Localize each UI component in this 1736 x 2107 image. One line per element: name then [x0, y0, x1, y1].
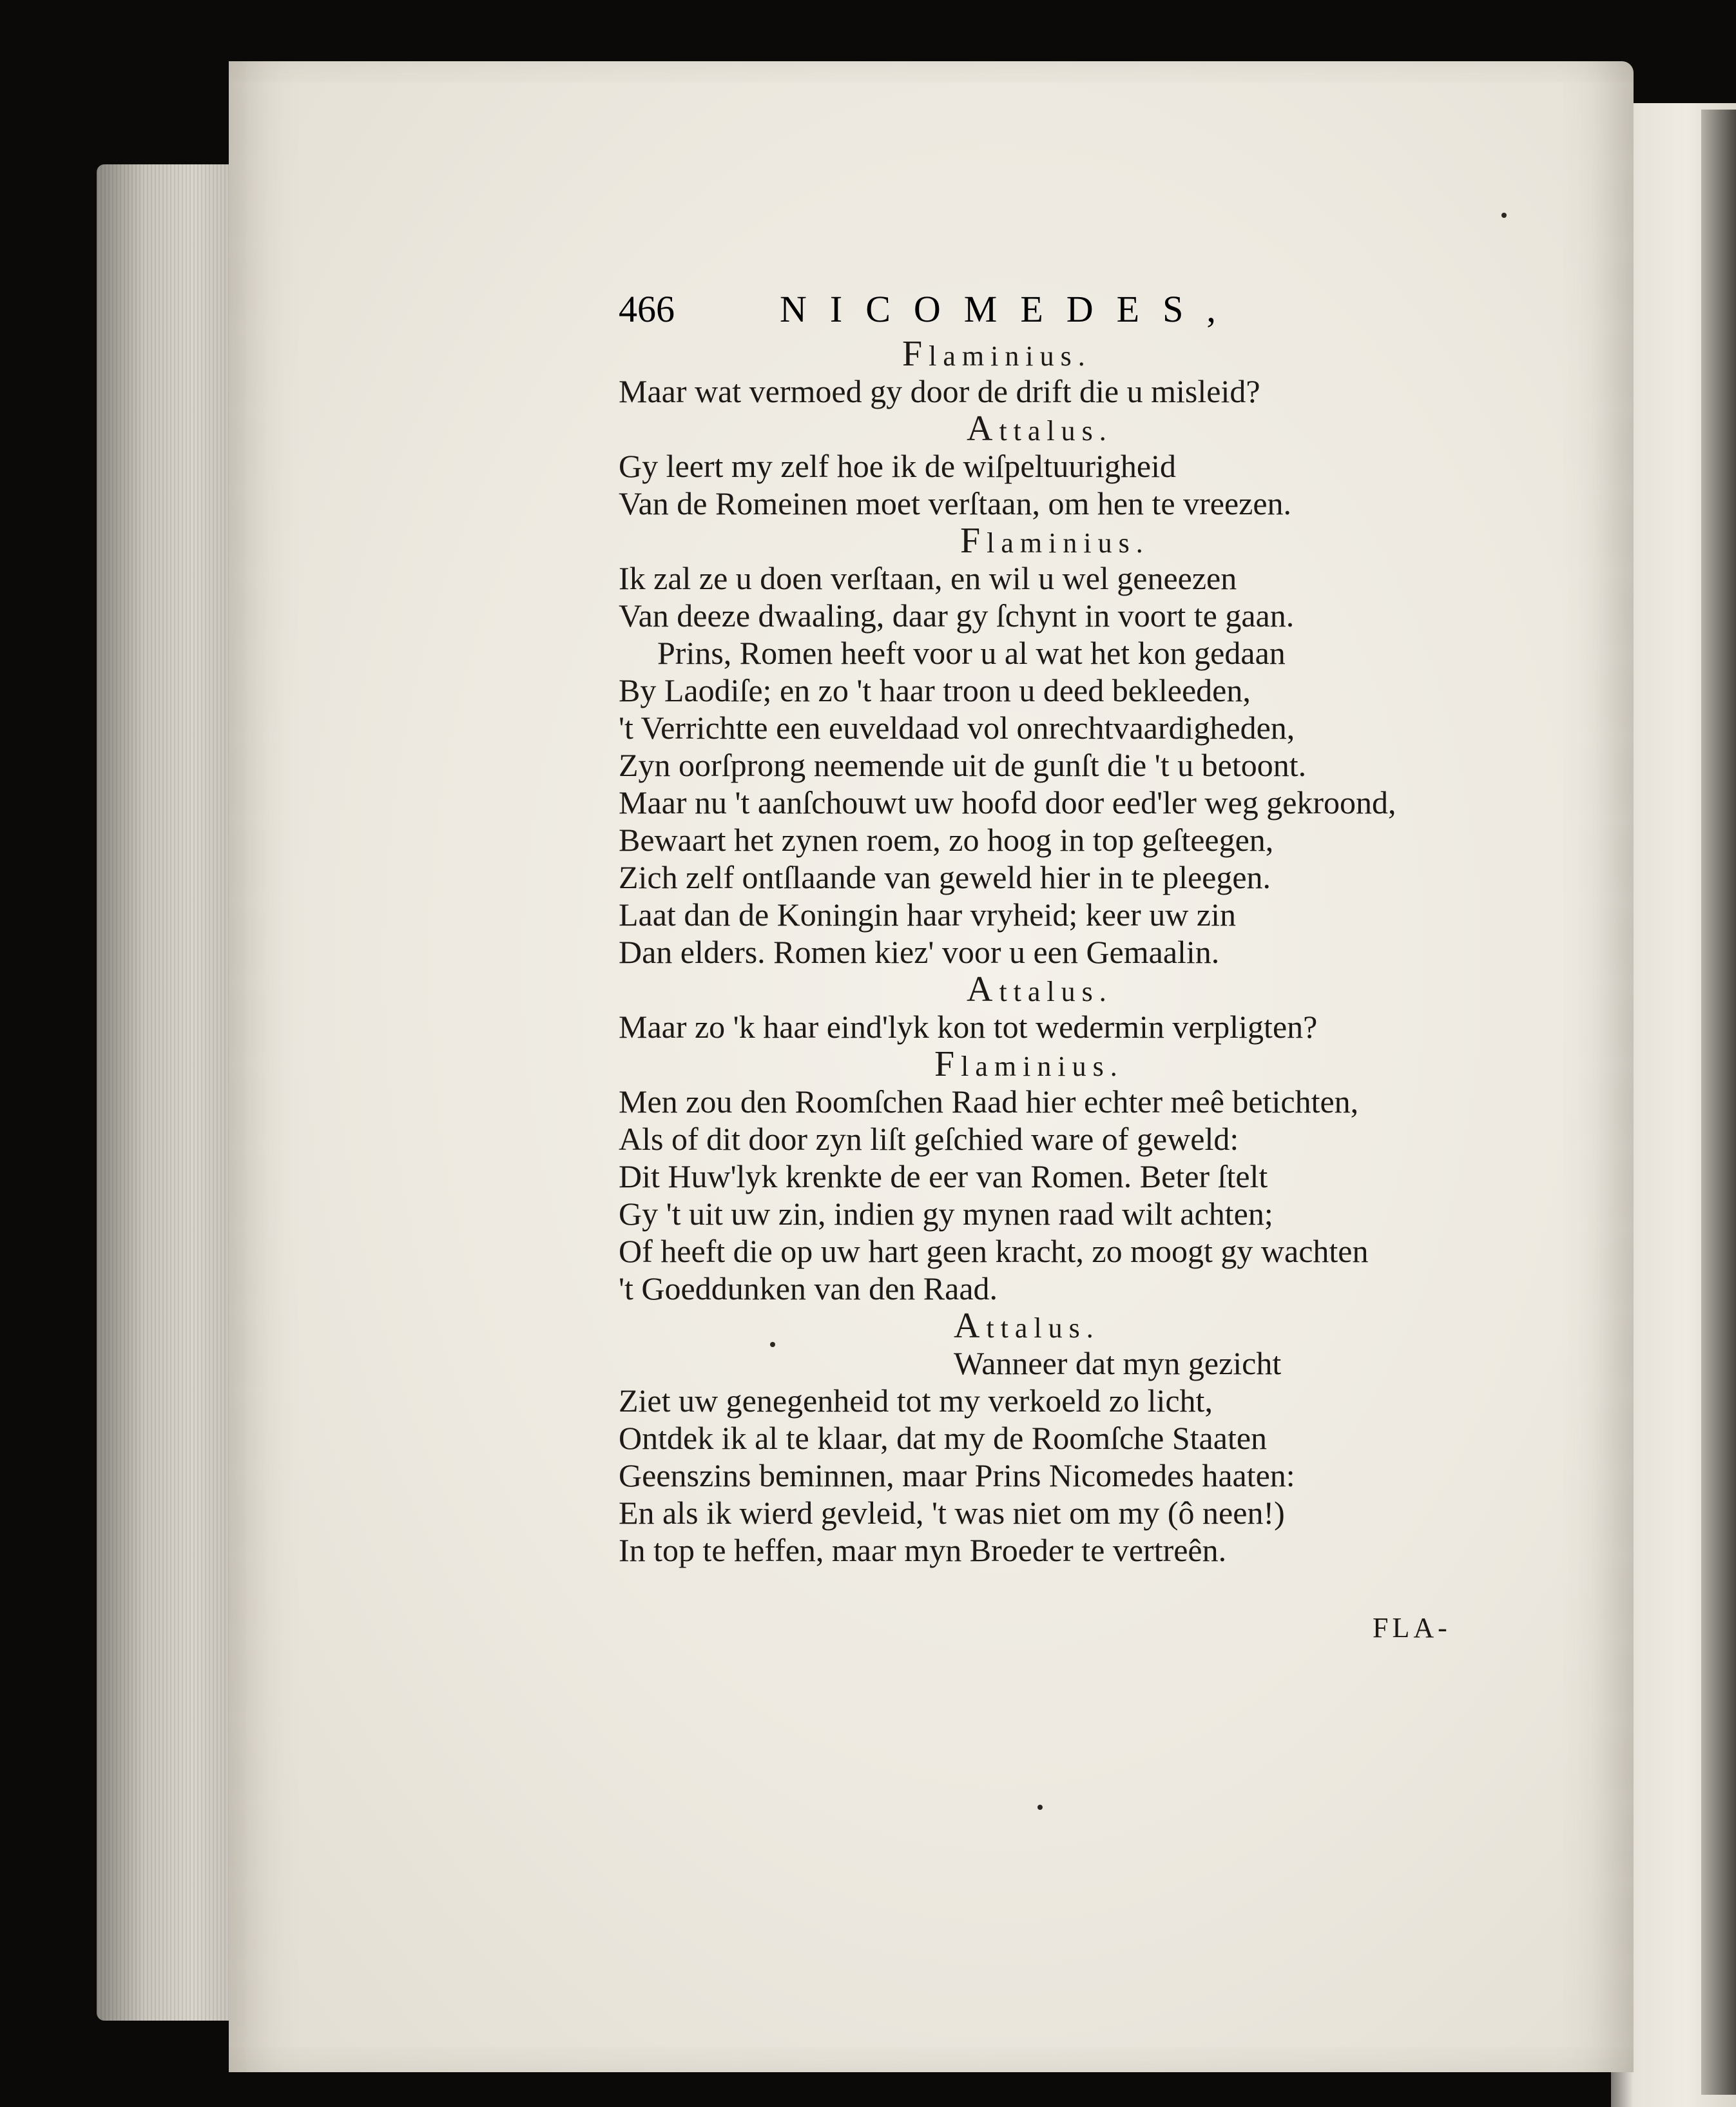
verse-line: Maar wat vermoed gy door de drift die u misleid?	[619, 373, 1260, 409]
verse-line: Geenszins beminnen, maar Prins Nicomedes haaten:	[619, 1457, 1295, 1493]
speaker-name: Flaminius.	[902, 334, 1092, 374]
verse-line: Of heeft die op uw hart geen kracht, zo moogt gy wachten	[619, 1233, 1369, 1269]
verse-lines	[619, 335, 1534, 1569]
speaker-name: Flaminius.	[934, 1044, 1124, 1084]
verse-line: Zich zelf ontſlaande van geweld hier in te pleegen.	[619, 859, 1271, 895]
paper-speck	[1501, 213, 1507, 218]
paper-speck	[1037, 1805, 1043, 1810]
running-title: NICOMEDES,	[780, 288, 1239, 330]
verse-line: Als of dit door zyn liſt geſchied ware of geweld:	[619, 1121, 1239, 1157]
speaker-name: Attalus.	[967, 409, 1113, 449]
verse-line: Laat dan de Koningin haar vryheid; keer uw zin	[619, 897, 1236, 933]
verse-line: Wanneer dat myn gezicht	[954, 1345, 1282, 1381]
page-number: 466	[619, 288, 675, 330]
verse-line: In top te heffen, maar myn Broeder te vertreên.	[619, 1532, 1227, 1568]
facing-page-edge	[1701, 110, 1736, 2095]
catchword: FLA-	[1373, 1612, 1451, 1644]
speaker-name: Attalus.	[967, 969, 1113, 1009]
verse-line: Ziet uw genegenheid tot my verkoeld zo licht,	[619, 1383, 1213, 1419]
verse-line: Ik zal ze u doen verſtaan, en wil u wel geneezen	[619, 560, 1237, 596]
verse-line: 't Goeddunken van den Raad.	[619, 1270, 998, 1306]
verse-line: Maar zo 'k haar eind'lyk kon tot wedermin verpligten?	[619, 1009, 1318, 1045]
verse-line: Dit Huw'lyk krenkte de eer van Romen. Beter ſtelt	[619, 1158, 1268, 1194]
verse-line: By Laodiſe; en zo 't haar troon u deed bekleeden,	[619, 672, 1251, 708]
verse-line: Ontdek ik al te klaar, dat my de Roomſche Staaten	[619, 1420, 1268, 1456]
verse-line: Van deeze dwaaling, daar gy ſchynt in voort te gaan.	[619, 597, 1295, 634]
speaker-name: Flaminius.	[960, 521, 1150, 561]
running-head	[619, 284, 1392, 335]
verse-line: Prins, Romen heeft voor u al wat het kon gedaan	[657, 635, 1286, 671]
verse-line: Gy leert my zelf hoe ik de wiſpeltuurigheid	[619, 448, 1177, 484]
verse-line: Maar nu 't aanſchouwt uw hoofd door eed'ler weg gekroond,	[619, 784, 1396, 820]
verse-line: Gy 't uit uw zin, indien gy mynen raad wilt achten;	[619, 1196, 1273, 1232]
paper-speck	[770, 1342, 775, 1347]
verse-line: 't Verrichtte een euveldaad vol onrechtvaardigheden,	[619, 710, 1295, 746]
verse-line: Van de Romeinen moet verſtaan, om hen te vreezen.	[619, 485, 1292, 521]
verse-line: En als ik wierd gevleid, 't was niet om my (ô neen!)	[619, 1495, 1285, 1531]
verse-line: Men zou den Roomſchen Raad hier echter meê betichten,	[619, 1083, 1359, 1120]
verse-line: Bewaart het zynen roem, zo hoog in top geſteegen,	[619, 822, 1274, 858]
speaker-name: Attalus.	[954, 1306, 1100, 1346]
verse-line: Dan elders. Romen kiez' voor u een Gemaalin.	[619, 934, 1220, 970]
verse-line: Zyn oorſprong neemende uit de gunſt die 't u betoont.	[619, 747, 1307, 783]
